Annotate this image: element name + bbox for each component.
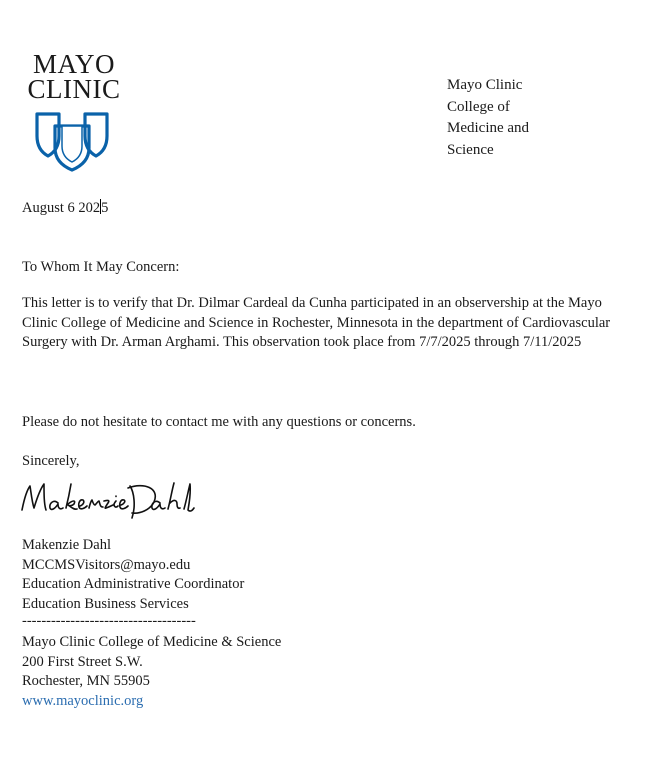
college-name-block <box>447 75 567 161</box>
signer-email: MCCMSVisitors@mayo.edu <box>22 556 191 573</box>
letter-body: This letter is to verify that Dr. Dilmar Cardeal da Cunha participated in an observership at the Mayo Clinic College of Medicine and Science in Rochester, Minnesota in the department of Cardiovascular Surgery with Dr. Arman Arghami. This observation took place from 7/7/2025 through 7/11/2025 <box>22 295 611 350</box>
date-prefix: August 6 202 <box>22 200 101 216</box>
signer-department: Education Business Services <box>22 595 189 612</box>
college-line-1: Mayo Clinic <box>447 77 523 93</box>
logo-line-2: CLINIC <box>27 74 121 104</box>
mayo-clinic-logo <box>20 49 130 172</box>
signer-title: Education Administrative Coordinator <box>22 576 245 592</box>
address-city: Rochester, MN 55905 <box>22 673 150 689</box>
three-shields-icon <box>34 110 110 172</box>
closing-line: Please do not hesitate to contact me with any questions or concerns. <box>22 414 416 430</box>
logo-wordmark <box>20 49 128 104</box>
address-street: 200 First Street S.W. <box>22 653 143 670</box>
signature-divider: ------------------------------------ <box>22 613 196 629</box>
college-line-4: Science <box>447 141 494 158</box>
logo-line-1: MAYO <box>32 49 116 79</box>
handwritten-signature <box>18 478 198 524</box>
address-org: Mayo Clinic College of Medicine & Science <box>22 634 282 650</box>
college-line-2: College of <box>447 98 510 115</box>
website-link[interactable]: www.mayoclinic.org <box>22 692 144 709</box>
date-suffix: 5 <box>101 200 109 216</box>
letter-date <box>22 199 108 219</box>
sign-off: Sincerely, <box>22 453 80 469</box>
signer-name: Makenzie Dahl <box>22 537 111 553</box>
college-line-3: Medicine and <box>447 120 530 136</box>
salutation: To Whom It May Concern: <box>22 259 180 275</box>
